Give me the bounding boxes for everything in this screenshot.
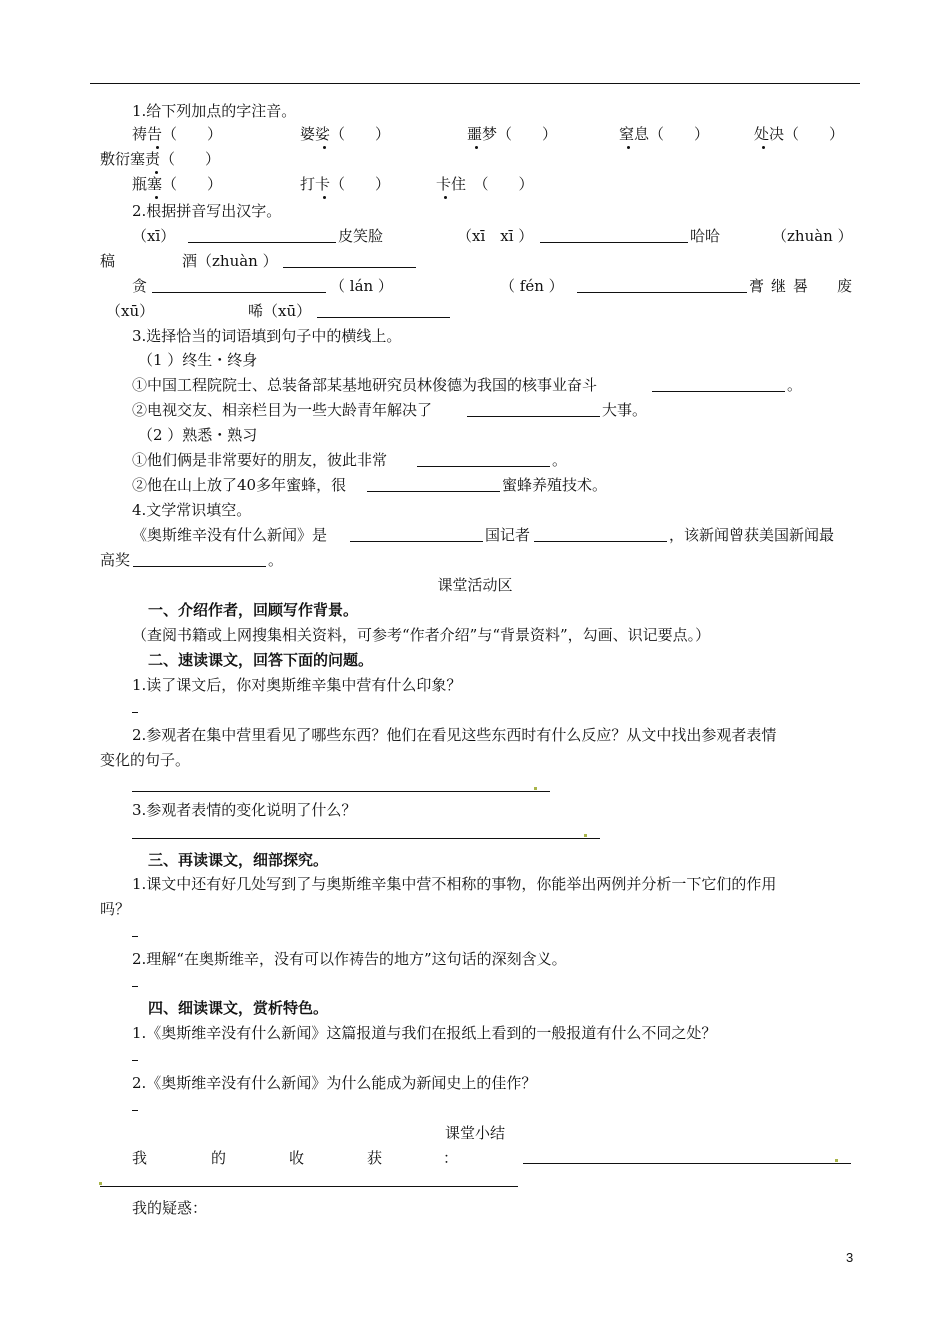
q4-text: 高奖	[100, 551, 131, 569]
q2-pinyin: （xū）	[106, 302, 155, 320]
section-heading: 四、细读课文，赏析特色。	[148, 999, 329, 1017]
answer-stub[interactable]	[132, 1110, 138, 1111]
q2-pinyin: （ fén ）	[500, 277, 564, 295]
answer-blank[interactable]	[152, 292, 326, 293]
q1-item: 窒息（ ）	[619, 125, 710, 143]
answer-blank[interactable]	[367, 491, 500, 492]
q1-item: 婆娑（ ）	[300, 125, 391, 143]
answer-blank[interactable]	[317, 317, 450, 318]
emphasis-dot	[155, 171, 158, 174]
q3-sentence: ②他在山上放了40多年蜜蜂，很	[132, 476, 347, 494]
q3-group: （1 ）终生・终身	[138, 351, 258, 369]
answer-stub[interactable]	[132, 936, 138, 937]
marker-dot	[534, 787, 537, 790]
q2-word: 唏（xū）	[248, 302, 312, 320]
q2-pinyin: （xī）	[132, 227, 176, 245]
answer-blank[interactable]	[417, 466, 550, 467]
q1-title: 1.给下列加点的字注音。	[132, 102, 297, 120]
q1-item: 瓶塞（ ）	[132, 175, 223, 193]
q4-text: 。	[268, 551, 284, 569]
q1-item: 处决（ ）	[754, 125, 845, 143]
answer-blank[interactable]	[188, 242, 336, 243]
q4-text: 《奥斯维辛没有什么新闻》是	[132, 526, 328, 544]
question: 变化的句子。	[100, 751, 191, 769]
q3-sentence-end: 。	[552, 451, 568, 469]
question: 1.课文中还有好几处写到了与奥斯维辛集中营不相称的事物，你能举出两例并分析一下它们的作用	[132, 875, 777, 893]
q2-word: 膏继晷	[749, 277, 816, 295]
q4-title: 4.文学常识填空。	[132, 501, 252, 519]
emphasis-dot	[475, 146, 478, 149]
answer-blank[interactable]	[133, 566, 266, 567]
answer-stub[interactable]	[132, 986, 138, 987]
q2-word: 贪	[132, 277, 148, 295]
answer-blank[interactable]	[540, 242, 688, 243]
q3-sentence: ①中国工程院院士、总装备部某基地研究员林俊德为我国的核事业奋斗	[132, 376, 598, 394]
answer-stub[interactable]	[132, 712, 138, 713]
gain-label-char: 的	[211, 1149, 227, 1167]
q3-sentence-end: 蜜蜂养殖技术。	[502, 476, 608, 494]
question: 3.参观者表情的变化说明了什么？	[132, 801, 357, 819]
q2-title: 2.根据拼音写出汉字。	[132, 202, 282, 220]
q2-pinyin: （xī xī ）	[457, 227, 534, 245]
q3-sentence: ①他们俩是非常要好的朋友，彼此非常	[132, 451, 388, 469]
header-rule	[90, 83, 860, 84]
gain-label-char: ：	[443, 1149, 459, 1167]
q2-pinyin: （ lán ）	[330, 277, 393, 295]
q2-word: 酒（zhuàn ）	[182, 252, 278, 270]
q1-item: 敷衍塞责（ ）	[100, 150, 221, 168]
gain-label-char: 获	[367, 1149, 383, 1167]
question: 2.理解“在奥斯维辛，没有可以作祷告的地方”这句话的深刻含义。	[132, 950, 567, 968]
q4-text: 国记者	[485, 526, 531, 544]
gain-label-char: 我	[132, 1149, 148, 1167]
emphasis-dot	[627, 146, 630, 149]
emphasis-dot	[323, 196, 326, 199]
section-heading: 二、速读课文，回答下面的问题。	[148, 651, 374, 669]
question: 吗？	[100, 900, 131, 918]
emphasis-dot	[444, 196, 447, 199]
answer-blank[interactable]	[534, 541, 667, 542]
q1-item: 噩梦（ ）	[467, 125, 558, 143]
question: 2.《奥斯维辛没有什么新闻》为什么能成为新闻史上的佳作？	[132, 1074, 537, 1092]
q2-word: 稿	[100, 252, 116, 270]
q3-title: 3.选择恰当的词语填到句子中的横线上。	[132, 327, 402, 345]
question: 1.读了课文后，你对奥斯维辛集中营有什么印象？	[132, 676, 462, 694]
q4-text: ，该新闻曾获美国新闻最	[669, 526, 835, 544]
doubt-label: 我的疑惑：	[132, 1199, 208, 1217]
q3-group: （2 ）熟悉・熟习	[138, 426, 258, 444]
section-note: （查阅书籍或上网搜集相关资料，可参考“作者介绍”与“背景资料”，勾画、识记要点。）	[132, 626, 711, 644]
gain-label-char: 收	[289, 1149, 305, 1167]
page-number: 3	[846, 1250, 854, 1265]
emphasis-dot	[155, 196, 158, 199]
q2-word: 废	[837, 277, 853, 295]
q2-pinyin: （zhuàn ）	[772, 227, 853, 245]
marker-dot	[835, 1159, 838, 1162]
section-heading: 三、再读课文，细部探究。	[148, 851, 329, 869]
q2-word: 皮笑脸	[338, 227, 384, 245]
q1-item: 卡住 （ ）	[436, 175, 534, 193]
summary-heading: 课堂小结	[444, 1124, 505, 1142]
marker-dot	[584, 834, 587, 837]
q3-sentence-end: 大事。	[602, 401, 648, 419]
answer-line[interactable]	[132, 791, 550, 792]
q3-sentence: ②电视交友、相亲栏目为一些大龄青年解决了	[132, 401, 433, 419]
section-heading: 一、介绍作者，回顾写作背景。	[148, 601, 359, 619]
question: 1.《奥斯维辛没有什么新闻》这篇报道与我们在报纸上看到的一般报道有什么不同之处？	[132, 1024, 717, 1042]
answer-blank[interactable]	[467, 416, 600, 417]
activity-heading: 课堂活动区	[437, 576, 513, 594]
answer-blank[interactable]	[577, 292, 747, 293]
q1-item: 打卡（ ）	[300, 175, 391, 193]
answer-line[interactable]	[132, 838, 600, 839]
q3-sentence-end: 。	[787, 376, 803, 394]
answer-stub[interactable]	[132, 1060, 138, 1061]
emphasis-dot	[762, 146, 765, 149]
emphasis-dot	[156, 146, 159, 149]
answer-blank[interactable]	[652, 391, 785, 392]
emphasis-dot	[323, 146, 326, 149]
answer-blank[interactable]	[283, 267, 416, 268]
answer-line[interactable]	[523, 1163, 851, 1164]
answer-blank[interactable]	[350, 541, 483, 542]
answer-line[interactable]	[100, 1186, 518, 1187]
q2-word: 哈哈	[690, 227, 721, 245]
question: 2.参观者在集中营里看见了哪些东西？他们在看见这些东西时有什么反应？从文中找出参观者表情	[132, 726, 777, 744]
q1-item: 祷告（ ）	[132, 125, 223, 143]
marker-dot	[99, 1182, 102, 1185]
